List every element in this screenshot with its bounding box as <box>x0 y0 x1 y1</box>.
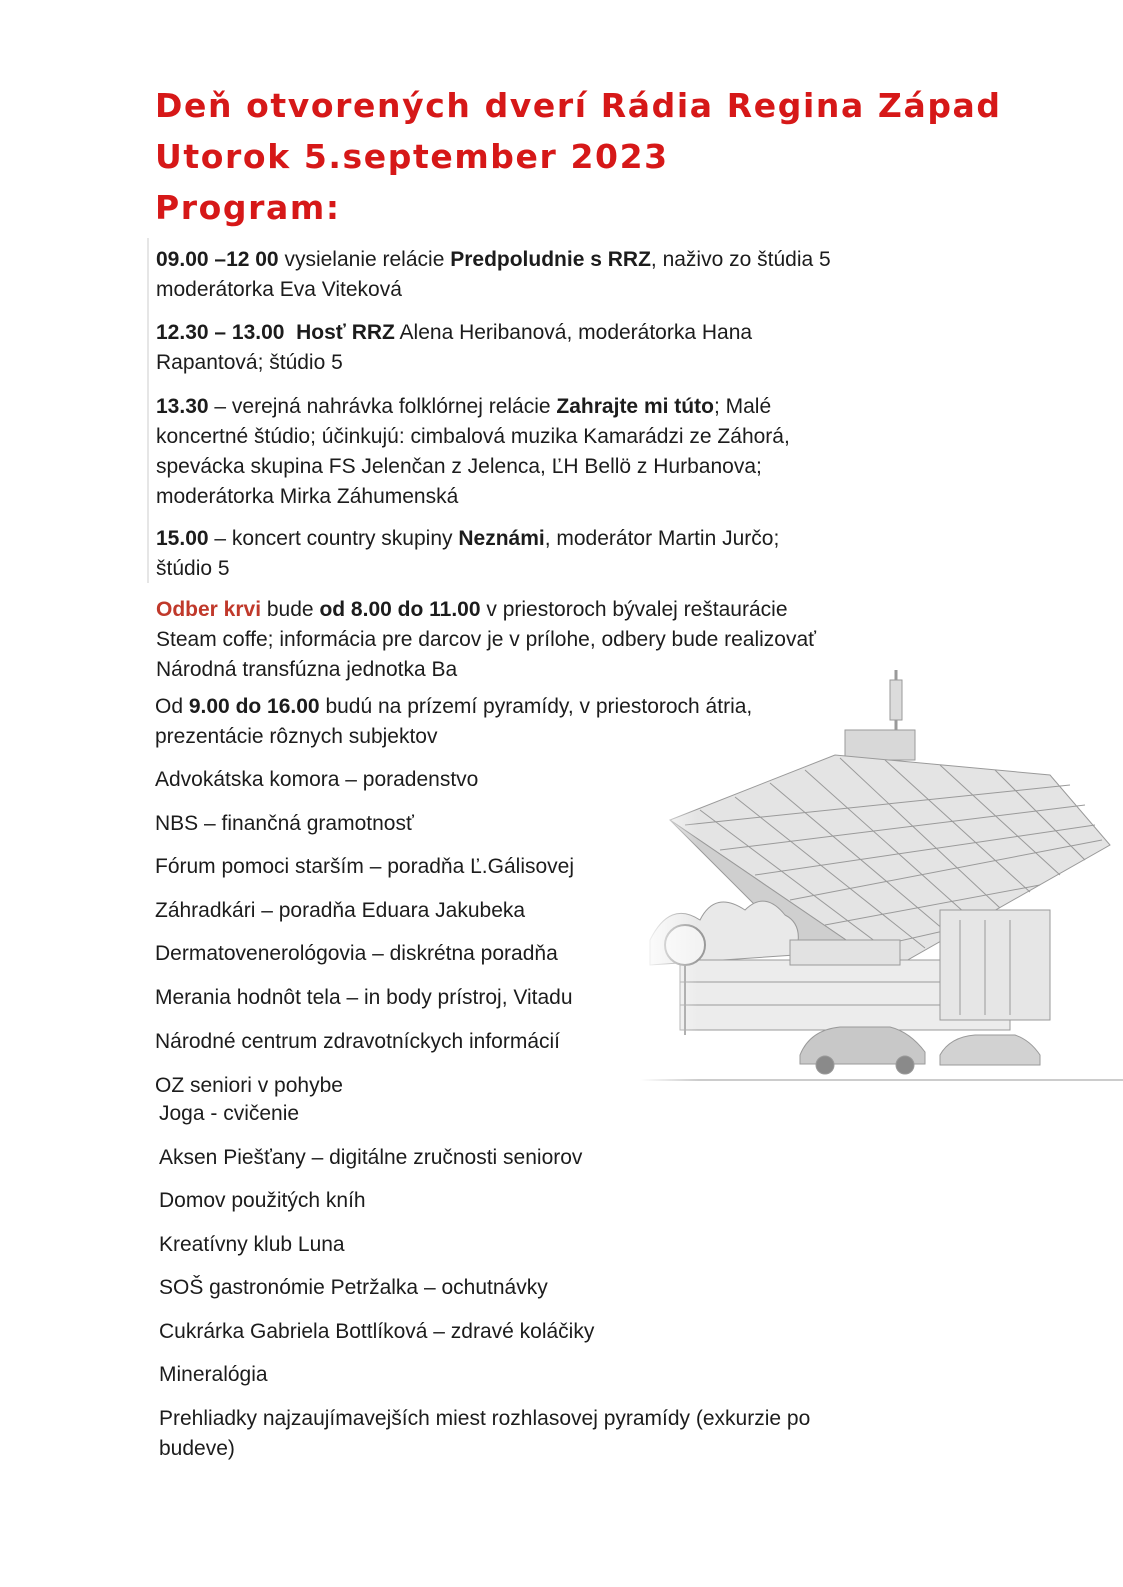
blood-donation-label: Odber krvi <box>156 598 262 621</box>
list-item: Národné centrum zdravotníckych informácií <box>155 1030 560 1053</box>
program-time: 13.30 <box>156 395 209 418</box>
program-time: 09.00 –12 00 <box>156 248 279 271</box>
list-item: Prehliadky najzaujímavejších miest rozhlasovej pyramídy (exkurzie po <box>159 1407 811 1430</box>
program-time: 12.30 – 13.00 <box>156 321 285 344</box>
list-item: Mineralógia <box>159 1363 268 1386</box>
title-line-2: Utorok 5.september 2023 <box>155 137 669 176</box>
list-item: Joga - cvičenie <box>159 1102 300 1125</box>
scan-edge-divider <box>147 238 149 583</box>
list-item: Fórum pomoci starším – poradňa Ľ.Gálisovej <box>155 855 575 878</box>
program-show-name: Predpoludnie s RRZ <box>450 248 651 271</box>
program-item-2: 12.30 – 13.00 Hosť RRZ Alena Heribanová, moderátorka Hana Rapantová; štúdio 5 <box>156 321 753 374</box>
program-item-4: 15.00 – koncert country skupiny Neznámi, moderátor Martin Jurčo; štúdio 5 <box>156 527 780 580</box>
list-item: Advokátska komora – poradenstvo <box>155 768 479 791</box>
program-show-name: Neznámi <box>458 527 545 550</box>
atrium-notice: Od 9.00 do 16.00 budú na prízemí pyramídy, v priestoroch átria, prezentácie rôznych subjektov <box>155 695 753 748</box>
list-item: OZ seniori v pohybe <box>155 1074 343 1097</box>
list-item: budeve) <box>159 1437 235 1460</box>
list-item: NBS – finančná gramotnosť <box>155 812 414 835</box>
program-show-name: Hosť RRZ <box>296 321 395 344</box>
list-item: Kreatívny klub Luna <box>159 1233 345 1256</box>
program-time: 15.00 <box>156 527 209 550</box>
title-line-1: Deň otvorených dverí Rádia Regina Západ <box>155 86 1002 125</box>
program-show-name: Zahrajte mi túto <box>556 395 714 418</box>
list-item: Záhradkári – poradňa Eduara Jakubeka <box>155 899 526 922</box>
list-item: Cukrárka Gabriela Bottlíková – zdravé koláčiky <box>159 1320 595 1343</box>
list-item: Aksen Piešťany – digitálne zručnosti seniorov <box>159 1146 583 1169</box>
list-item: Dermatovenerológovia – diskrétna poradňa <box>155 942 558 965</box>
program-item-3: 13.30 – verejná nahrávka folklórnej relácie Zahrajte mi túto; Malé koncertné štúdio; účinkujú: cimbalová muzika Kamarádzi ze Záhorá, spevácka skupina FS Jelenčan z Jelenca, ĽH Bellö z Hurbanova; moderátorka Mirka Záhumenská <box>156 395 790 508</box>
program-item-1: 09.00 –12 00 vysielanie relácie Predpoludnie s RRZ, naživo zo štúdia 5 moderátorka Eva Viteková <box>156 248 831 301</box>
title-line-3: Program: <box>155 188 341 227</box>
blood-donation-notice: Odber krvi bude od 8.00 do 11.00 v priestoroch bývalej reštaurácie Steam coffe; informácia pre darcov je v prílohe, odbery bude realizovať Národná transfúzna jednotka Ba <box>156 598 817 681</box>
list-item: Domov použitých kníh <box>159 1189 366 1212</box>
list-item: Merania hodnôt tela – in body prístroj, Vitadu <box>155 986 573 1009</box>
list-item: SOŠ gastronómie Petržalka – ochutnávky <box>159 1276 548 1299</box>
